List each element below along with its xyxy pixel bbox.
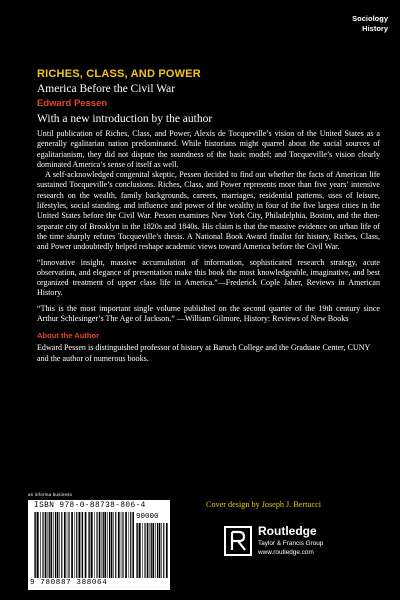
barcode-icon (34, 512, 134, 578)
barcode-bar (53, 512, 54, 578)
isbn-barcode (28, 500, 170, 590)
review-quote-2: “This is the most important single volume published on the second quarter of the 19th century since Arthur Schlesinger’s The Age of Jackson.” —William Gilmore, History: Reviews of New Books (37, 303, 380, 324)
barcode-bar (166, 523, 168, 578)
barcode-bar (137, 523, 138, 578)
barcode-bar (122, 512, 123, 578)
barcode-bar (67, 512, 68, 578)
barcode-bar (157, 523, 158, 578)
barcode-bar (35, 512, 36, 578)
barcode-bar (88, 512, 89, 578)
barcode-bar (163, 523, 164, 578)
barcode-bar (159, 523, 161, 578)
barcode-bar (68, 512, 69, 578)
barcode-bar (109, 512, 110, 578)
barcode-bar (48, 512, 49, 578)
barcode-bar (42, 512, 43, 578)
description-paragraph-2: A self-acknowledged congenital skeptic, Pessen decided to find out whether the facts of American life sustained Tocqueville’s conclusions. Riches, Class, and Power represents more than five years’ intensive research on the wealth, family backgrounds, careers, marriages, residential patterns, uses of leisure, lifestyles, social standing, and influence and power of the wealthy in four of the five largest cities in the United States before the Civil War. Pessen examines New York City, Philadelphia, Boston, and the then-separate city of Brooklyn in the 1820s and 1840s. His claim is that the massive evidence on urban life of the time sharply refutes Tocqueville’s thesis. A National Book Award finalist for history, Riches, Class, and Power undoubtedly helped reshape academic views toward America before the Civil War. (37, 170, 380, 252)
routledge-logo-icon (224, 526, 252, 556)
barcode-bar (104, 512, 106, 578)
barcode-bar (40, 512, 41, 578)
barcode-bar (37, 512, 39, 578)
barcode-bar (76, 512, 77, 578)
book-subtitle: America Before the Civil War (37, 83, 176, 95)
barcode-bar (57, 512, 59, 578)
barcode-bar (82, 512, 83, 578)
barcode-bar (155, 523, 156, 578)
barcode-bar (34, 512, 35, 578)
publisher-block (224, 522, 384, 572)
barcode-bar (152, 523, 154, 578)
barcode-bar (144, 523, 145, 578)
barcode-bar (81, 512, 82, 578)
isbn-label: ISBN 978-0-88738-806-4 (34, 502, 146, 510)
barcode-bar (85, 512, 87, 578)
about-author-heading: About the Author (37, 331, 100, 341)
barcode-bar (129, 512, 130, 578)
barcode-bar (96, 512, 97, 578)
barcode-number: 9 780887 388064 (30, 579, 108, 587)
barcode-bar (71, 512, 73, 578)
publisher-url: www.routledge.com (258, 549, 314, 556)
barcode-bar (151, 523, 152, 578)
barcode-bar (89, 512, 90, 578)
barcode-bar (111, 512, 113, 578)
review-quote-1: “Innovative insight, massive accumulation of information, sophisticated research strategy, acute observation, and elegance of presentation make this book the most knowledgeable, imaginative, and best organized treatment of upper class life in America.”—Frederick Cople Jaher, Reviews in American History. (37, 257, 380, 298)
barcode-bar (107, 512, 108, 578)
intro-line: With a new introduction by the author (37, 113, 213, 125)
barcode-bar (59, 512, 60, 578)
barcode-bar (91, 512, 93, 578)
barcode-bar (161, 523, 162, 578)
barcode-bar (113, 512, 114, 578)
barcode-bar (118, 512, 120, 578)
cover-content (37, 67, 380, 364)
barcode-bar (94, 512, 95, 578)
barcode-bar (55, 512, 56, 578)
barcode-bar (78, 512, 80, 578)
barcode-bar (147, 523, 149, 578)
publisher-group: Taylor & Francis Group (258, 540, 324, 547)
barcode-bar (50, 512, 52, 578)
about-author-text: Edward Pessen is distinguished professor of history at Baruch College and the Graduate Center, CUNY and the author of numerous books. (37, 343, 371, 363)
book-author: Edward Pessen (37, 98, 108, 109)
barcode-bar (150, 523, 151, 578)
barcode-bar (142, 523, 143, 578)
barcode-bar (49, 512, 50, 578)
description-paragraph-1: Until publication of Riches, Class, and Power, Alexis de Tocqueville’s vision of the United States as a generally egalitarian nation predominated. While historians might quarrel about the social sources of egalitarianism, they did not dispute the soundness of the basic model; and Tocqueville’s vision clearly dominated America’s sense of itself as well. (37, 129, 380, 169)
barcode-bar (132, 512, 134, 578)
cover-design-credit: Cover design by Joseph J. Bertucci (206, 500, 322, 509)
subject-history: History (362, 24, 388, 33)
barcode-bar (64, 512, 66, 578)
barcode-bar (99, 512, 101, 578)
barcode-bar (61, 512, 62, 578)
subject-categories (352, 14, 388, 34)
barcode-bar (115, 512, 116, 578)
barcode-bar (45, 512, 47, 578)
barcode-bar (103, 512, 104, 578)
subject-sociology: Sociology (352, 14, 388, 23)
addon-barcode-icon (136, 523, 168, 578)
barcode-bar (102, 512, 103, 578)
barcode-bar (130, 512, 131, 578)
book-title: RICHES, CLASS, AND POWER (37, 68, 201, 80)
barcode-bar (139, 523, 141, 578)
barcode-bar (136, 523, 137, 578)
barcode-bar (75, 512, 76, 578)
barcode-bar (125, 512, 127, 578)
informa-tagline: an informa business (28, 492, 73, 497)
barcode-bar (121, 512, 122, 578)
publisher-name: Routledge (258, 524, 317, 538)
price-code: 90000 (136, 513, 159, 521)
